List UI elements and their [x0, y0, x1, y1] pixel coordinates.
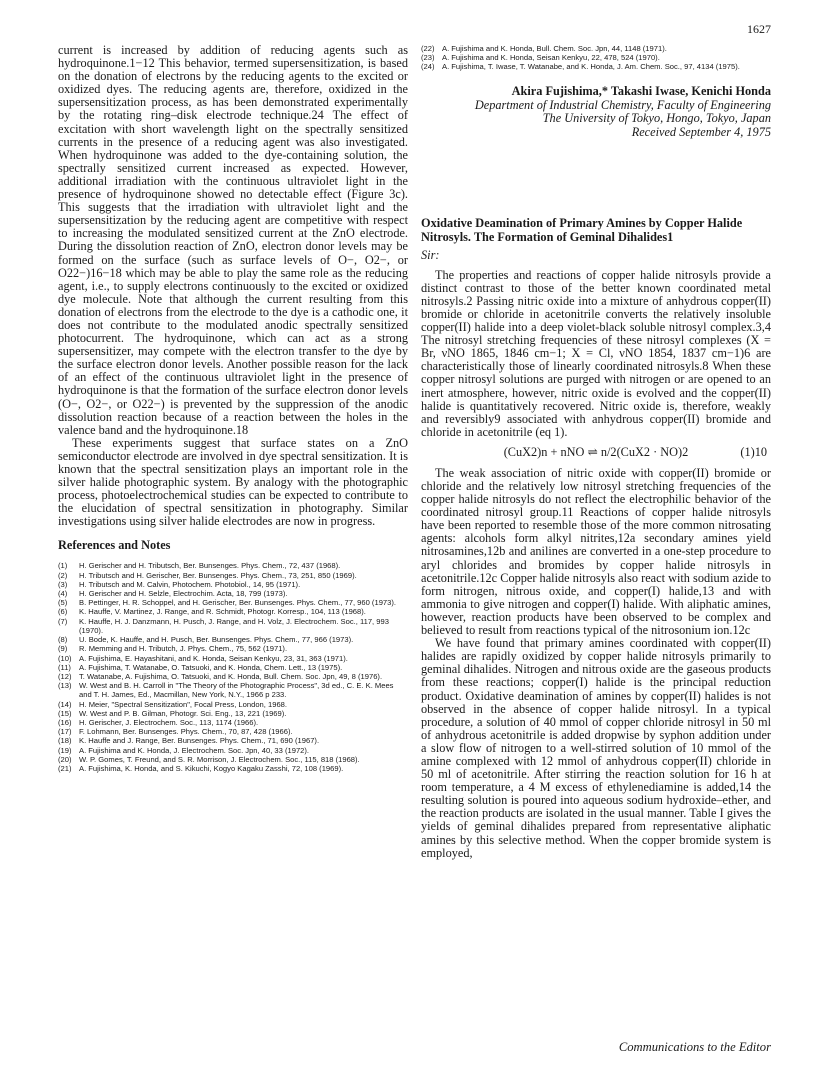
reference-number: (12)	[58, 671, 72, 681]
article-title: Oxidative Deamination of Primary Amines by Copper Halide Nitrosyls. The Formation of Geminal Dihalides1	[421, 216, 743, 244]
reference-text: W. P. Gomes, T. Freund, and S. R. Morrison, J. Electrochem. Soc., 115, 818 (1968).	[79, 754, 360, 764]
affiliation-line: Department of Industrial Chemistry, Faculty of Engineering	[474, 97, 771, 112]
reference-item	[58, 727, 408, 736]
reference-text: A. Fujishima, T. Iwase, T. Watanabe, and K. Honda, J. Am. Chem. Soc., 97, 4134 (1975).	[442, 62, 740, 72]
equation-number: (1)10	[740, 444, 767, 459]
reference-number: (7)	[58, 616, 68, 626]
left-column	[58, 44, 408, 773]
reference-number: (3)	[58, 579, 68, 589]
reference-item	[58, 589, 408, 598]
body-paragraph: The weak association of nitric oxide with copper(II) bromide or chloride and the relatively low nitrosyl stretching frequencies of the copper halide nitrosyls do not reflect the electrophilic behavior of the coordinated nitrosyl group.11 Reactions of copper halide nitrosyls have been reported to resemble those of the more common nitrosating agents: alcohols form alkyl nitrites,12a secondary amines yield nitrosamines,12b and anilines are converted in a one-step procedure to aryl chlorides and bromides by copper halide nitrosyls in acetonitrile.12c Copper halide nitrosyls also react with sodium azide to form nitrogen, nitrous oxide, and copper(I) halide,13 and with ammonia to give nitrogen and copper(I) halide. With aliphatic amines, however, reaction products have been observed to be complex and believed to result from reactions typical of the nitrosonium ion.12c	[421, 465, 771, 638]
reference-number: (13)	[58, 681, 72, 691]
references-list-continued	[421, 44, 771, 72]
references-heading: References and Notes	[58, 538, 171, 553]
reference-item	[58, 700, 408, 709]
reference-number: (15)	[58, 708, 72, 718]
reference-number: (9)	[58, 644, 68, 654]
body-paragraph: The properties and reactions of copper halide nitrosyls provide a distinct contrast to those of the better known coordinated metal nitrosyls.2 Passing nitric oxide into a mixture of anhydrous copper(II) bromide or chloride in acetonitrile converts the relatively insoluble copper(II) halide into a deep violet-black soluble nitrosyl complex.3,4 The nitrosyl stretching frequencies of these nitrosyl complexes (X = Br, νNO 1865, 1846 cm−1; X = Cl, νNO 1854, 1837 cm−1)6 are characteristically those of linearly coordinated nitrosyls.8 When these copper nitrosyl solutions are purged with nitrogen or are opened to an inert atmosphere, however, nitric oxide is evolved and the copper(II) halide is quantitatively recovered. Nitric oxide is, therefore, weakly and reversibly9 associated with anhydrous copper(II) bromide and chloride in acetonitrile (eq 1).	[421, 267, 771, 439]
reference-text: H. Gerischer, J. Electrochem. Soc., 113, 1174 (1966).	[79, 717, 259, 727]
reference-number: (5)	[58, 598, 68, 608]
reference-number: (16)	[58, 717, 72, 727]
reference-text: H. Tributsch and H. Gerischer, Ber. Bunsenges. Phys. Chem., 73, 251, 850 (1969).	[79, 570, 357, 580]
body-paragraph: current is increased by addition of reducing agents such as hydroquinone.1−12 This behavior, termed supersensitization, is based on the donation of electrons by the reducing agents to the excited or oxidized dyes. The reducing agents are, therefore, oxidized in the supersensitization process, as has been demonstrated experimentally by the rotating ring–disk electrode technique.24 The effect of excitation with short wavelength light on the spectrally sensitized currents in the presence of a reducing agent was also investigated. When hydroquinone was added to the dye-containing solution, the spectrally sensitized current increased as expected. However, additional irradiation with the continuous ultraviolet light in the presence of hydroquinone showed no detectable effect (Figure 3c). This suggests that the irradiation with ultraviolet light and the supersensitization by the reducing agent are competitive with respect to increasing the modulated sensitized current at the ZnO electrode. During the dissolution reaction of ZnO, electron donor levels may be formed on the surface (such as surface levels of O−, O2−, or O22−)16−18 which may be able to play the same role as the reducing agent, i.e., to supply electrons continuously to the excited or oxidized dye molecule. Note that although the current resulting from this donation of electrons from the electrode to the dye is a cathodic one, it does not contribute to the modulated anodic spectrally sensitized photocurrent. The hydroquinone, which can act as a strong supersensitizer, may compete with the electron transfer to the dye by the surface electron donor levels. Another possible reason for the lack of an effect of the continuous ultraviolet light in the presence of hydroquinone is that the formation of the surface electron donor levels (O−, O2−, or O22−) is prevented by the suppression of the anodic dissolution reaction because of a reaction between the holes in the valence band and the hydroquinone.18	[58, 43, 408, 437]
reference-text: F. Lohmann, Ber. Bunsenges. Phys. Chem., 70, 87, 428 (1966).	[79, 727, 293, 737]
reference-number: (24)	[421, 62, 435, 72]
reference-number: (14)	[58, 699, 72, 709]
reference-text: K. Hauffe, H. J. Danzmann, H. Pusch, J. Range, and H. Volz, J. Electrochem. Soc., 117, 993 (1970).	[79, 616, 389, 635]
reference-item	[58, 654, 408, 663]
right-column	[421, 44, 771, 860]
reference-number: (10)	[58, 653, 72, 663]
reference-number: (22)	[421, 44, 435, 53]
references-list	[58, 561, 408, 773]
reference-text: A. Fujishima, T. Watanabe, O. Tatsuoki, and K. Honda, Chem. Lett., 13 (1975).	[79, 662, 343, 672]
reference-number: (11)	[58, 662, 71, 672]
reference-item	[58, 736, 408, 745]
reference-number: (17)	[58, 727, 72, 737]
reference-text: A. Fujishima, E. Hayashitani, and K. Honda, Seisan Kenkyu, 23, 31, 363 (1971).	[79, 653, 348, 663]
reference-item	[58, 755, 408, 764]
reference-text: U. Bode, K. Hauffe, and H. Pusch, Ber. Bunsenges. Phys. Chem., 77, 966 (1973).	[79, 635, 354, 645]
body-paragraph: These experiments suggest that surface states on a ZnO semiconductor electrode are involved in dye spectral sensitization. It is known that the spectral sensitization plays an important role in the silver halide photographic system. By analogy with the photographic process, photoelectrochemical studies can be expected to contribute to the elucidation of spectral sensitization in photography. Similar investigations using silver halide electrodes are now in progress.	[58, 435, 408, 529]
reference-item	[58, 580, 408, 589]
equation-text: (CuX2)n + nNO ⇌ n/2(CuX2 · NO)2	[503, 444, 689, 459]
reference-number: (19)	[58, 745, 72, 755]
reference-text: A. Fujishima and K. Honda, J. Electrochem. Soc. Jpn, 40, 33 (1972).	[79, 745, 310, 755]
reference-item	[58, 672, 408, 681]
page-number: 1627	[747, 22, 771, 36]
reference-item	[58, 663, 408, 672]
reference-text: T. Watanabe, A. Fujishima, O. Tatsuoki, and K. Honda, Bull. Chem. Soc. Jpn, 49, 8 (1976).	[79, 671, 383, 681]
reference-number: (23)	[421, 53, 435, 63]
reference-number: (4)	[58, 589, 68, 599]
affiliation-line: The University of Tokyo, Hongo, Tokyo, Japan	[542, 111, 771, 126]
reference-text: H. Gerischer and H. Tributsch, Ber. Bunsenges. Phys. Chem., 72, 437 (1968).	[79, 561, 341, 571]
reference-item	[58, 635, 408, 644]
reference-item	[58, 681, 408, 699]
reference-text: H. Tributsch and M. Calvin, Photochem. Photobiol., 14, 95 (1971).	[79, 579, 301, 589]
journal-section-footer: Communications to the Editor	[618, 1040, 771, 1054]
reference-item	[58, 598, 408, 607]
reference-number: (2)	[58, 570, 68, 580]
reference-text: K. Hauffe, V. Martinez, J. Range, and R. Schmidt, Photogr. Korresp., 104, 113 (1968).	[79, 607, 366, 617]
reference-number: (18)	[58, 736, 72, 746]
reference-item	[58, 764, 408, 773]
reference-number: (6)	[58, 607, 68, 617]
reference-text: A. Fujishima and K. Honda, Bull. Chem. Soc. Jpn, 44, 1148 (1971).	[442, 44, 667, 53]
reference-text: K. Hauffe and J. Range, Ber. Bunsenges. Phys. Chem., 71, 690 (1967).	[79, 736, 320, 746]
reference-item	[421, 53, 771, 62]
reference-number: (1)	[58, 561, 68, 571]
reference-item	[421, 44, 771, 53]
reference-number: (20)	[58, 754, 72, 764]
reference-text: H. Meier, "Spectral Sensitization", Focal Press, London, 1968.	[79, 699, 287, 709]
reference-text: W. West and B. H. Carroll in "The Theory of the Photographic Process", 3d ed., C. E. K. Mees and T. H. James, Ed., Macmillan, New York, N.Y., 1966 p 233.	[79, 681, 394, 700]
reference-item	[421, 62, 771, 71]
reference-item	[58, 644, 408, 653]
reference-item	[58, 607, 408, 616]
reference-item	[58, 571, 408, 580]
reference-text: A. Fujishima, K. Honda, and S. Kikuchi, Kogyo Kagaku Zasshi, 72, 108 (1969).	[79, 763, 344, 773]
reference-text: R. Memming and H. Tributch, J. Phys. Chem., 75, 562 (1971).	[79, 644, 288, 654]
received-date: Received September 4, 1975	[631, 124, 771, 139]
reference-item	[58, 746, 408, 755]
salutation: Sir:	[421, 247, 440, 262]
reference-item	[58, 718, 408, 727]
reference-text: A. Fujishima and K. Honda, Seisan Kenkyu, 22, 478, 524 (1970).	[442, 53, 660, 63]
body-paragraph: We have found that primary amines coordinated with copper(II) halides are rapidly oxidized by copper halide nitrosyls primarily to geminal dihalides. Nitrogen and nitrous oxide are the gaseous products from these reactions; copper(I) halide is the principal reduction product. Oxidative deamination of amines by copper(II) halides is not observed in the absence of copper halide nitrosyl. In a typical procedure, a solution of 40 mmol of copper chloride nitrosyl in 50 ml of anhydrous acetonitrile is added dropwise by syphon addition under a slow flow of nitrogen to a well-stirred solution of 10 mmol of the amine complexed with 12 mmol of anhydrous copper(II) chloride in 50 ml of acetonitrile. After stirring the reaction solution for 16 h at room temperature, a 4 M excess of ethylenediamine is added,14 the resulting solution is poured into aqueous sodium hydroxide–ether, and the reaction products are isolated in the usual manner. Table I gives the yields of geminal dihalides prepared from representative aliphatic amines by this selective method. When the copper bromide system is employed,	[421, 636, 771, 860]
reference-number: (8)	[58, 635, 68, 645]
equation-1	[421, 445, 771, 460]
reference-text: B. Pettinger, H. R. Schoppel, and H. Gerischer, Ber. Bunsenges. Phys. Chem., 77, 960 (1973).	[79, 598, 396, 608]
reference-number: (21)	[58, 763, 72, 773]
reference-text: H. Gerischer and H. Selzle, Electrochim. Acta, 18, 799 (1973).	[79, 589, 288, 599]
reference-item	[58, 617, 408, 635]
author-list: Akira Fujishima,* Takashi Iwase, Kenichi Honda	[511, 83, 771, 98]
reference-text: W. West and P. B. Gilman, Photogr. Sci. Eng., 13, 221 (1969).	[79, 708, 287, 718]
reference-item	[58, 709, 408, 718]
reference-item	[58, 561, 408, 570]
